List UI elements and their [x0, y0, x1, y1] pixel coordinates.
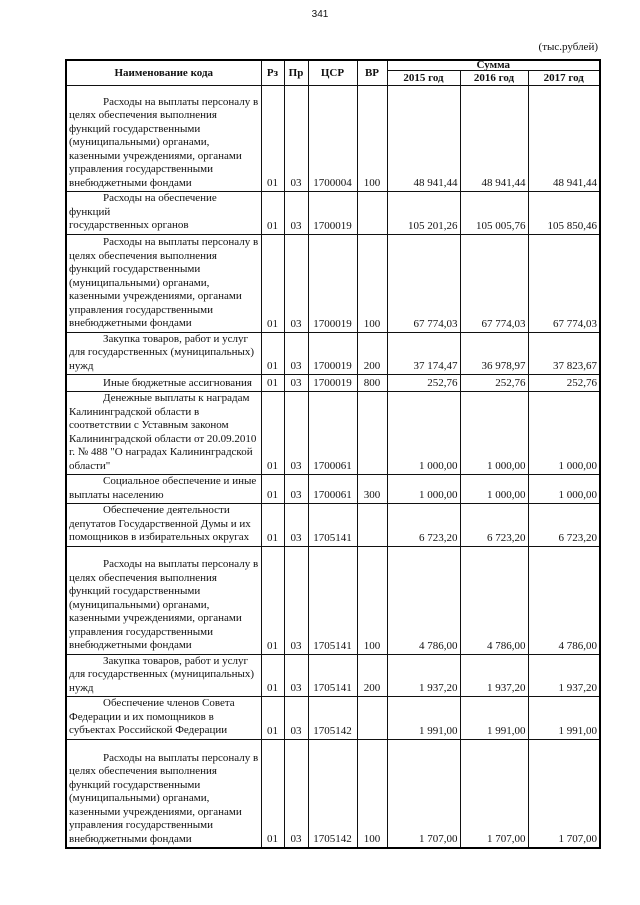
row-vr: 200	[357, 332, 387, 375]
row-sum-2016: 252,76	[460, 375, 528, 392]
row-sum-2015: 48 941,44	[387, 86, 460, 192]
row-pr: 03	[284, 86, 308, 192]
row-sum-2016: 67 774,03	[460, 234, 528, 332]
row-rz: 01	[261, 739, 284, 848]
row-sum-2016: 4 786,00	[460, 546, 528, 654]
row-name	[66, 504, 261, 547]
row-name	[66, 234, 261, 332]
row-sum-2016: 36 978,97	[460, 332, 528, 375]
row-name-rest: для государственных (муниципальных) нужд	[69, 346, 255, 372]
row-rz: 01	[261, 86, 284, 192]
row-sum-2015: 105 201,26	[387, 192, 460, 235]
header-2016: 2016 год	[460, 71, 528, 86]
table-row	[66, 504, 600, 547]
row-name	[66, 375, 261, 392]
row-rz: 01	[261, 504, 284, 547]
row-sum-2016: 1 000,00	[460, 392, 528, 475]
row-pr: 03	[284, 546, 308, 654]
row-name-first-line: Иные бюджетные ассигнования	[103, 376, 252, 389]
row-rz: 01	[261, 546, 284, 654]
row-name	[66, 86, 261, 192]
row-name-first-line: Расходы на обеспечение функций	[69, 192, 217, 218]
table-row	[66, 86, 600, 192]
table-row	[66, 697, 600, 740]
row-rz: 01	[261, 475, 284, 504]
row-sum-2015: 37 174,47	[387, 332, 460, 375]
row-sum-2017: 1 000,00	[528, 392, 600, 475]
row-sum-2017: 37 823,67	[528, 332, 600, 375]
header-name: Наименование кода	[66, 60, 261, 86]
row-name-rest: Калининградской области в соответствии с Уставным законом Калининградской области от 20.09.2010 г. № 488 "О наградах Калининградской области"	[69, 405, 257, 472]
row-sum-2016: 105 005,76	[460, 192, 528, 235]
row-name	[66, 546, 261, 654]
row-name-rest: целях обеспечения выполнения функций государственными (муниципальными) органами, казенными учреждениями, органами управления государственными внебюджетными фондами	[69, 109, 242, 189]
row-name-first-line: Социальное обеспечение и иные	[103, 475, 257, 487]
row-sum-2015: 1 991,00	[387, 697, 460, 740]
row-name	[66, 654, 261, 697]
row-sum-2015: 1 000,00	[387, 392, 460, 475]
row-pr: 03	[284, 332, 308, 375]
header-csr: ЦСР	[308, 60, 357, 86]
row-sum-2017: 1 000,00	[528, 475, 600, 504]
row-vr: 100	[357, 546, 387, 654]
row-name-first-line: Расходы на выплаты персоналу в	[103, 236, 259, 248]
row-name	[66, 332, 261, 375]
row-sum-2017: 1 991,00	[528, 697, 600, 740]
row-sum-2017: 4 786,00	[528, 546, 600, 654]
row-name	[66, 392, 261, 475]
header-pr: Пр	[284, 60, 308, 86]
page-number: 341	[311, 9, 329, 20]
row-name-rest: Федерации и их помощников в субъектах Российской Федерации	[69, 710, 228, 736]
table-body	[66, 86, 600, 849]
row-name-first-line: Обеспечение членов Совета	[103, 697, 235, 709]
row-sum-2015: 1 937,20	[387, 654, 460, 697]
header-sum-group: Сумма	[387, 60, 600, 71]
budget-table	[65, 59, 601, 849]
units-label: (тыс.рублей)	[538, 41, 598, 53]
row-vr: 800	[357, 375, 387, 392]
row-name-first-line: Денежные выплаты к наградам	[103, 392, 250, 404]
table-row	[66, 192, 600, 235]
row-rz: 01	[261, 654, 284, 697]
table-row	[66, 392, 600, 475]
row-pr: 03	[284, 234, 308, 332]
table-row	[66, 475, 600, 504]
row-vr	[357, 192, 387, 235]
row-sum-2015: 252,76	[387, 375, 460, 392]
row-name-first-line: Закупка товаров, работ и услуг	[103, 654, 248, 667]
row-rz: 01	[261, 192, 284, 235]
row-csr: 1700004	[308, 86, 357, 192]
row-sum-2015: 67 774,03	[387, 234, 460, 332]
row-csr: 1700019	[308, 192, 357, 235]
row-name-rest: выплаты населению	[69, 488, 164, 501]
row-csr: 1700019	[308, 332, 357, 375]
row-vr: 100	[357, 739, 387, 848]
row-vr: 200	[357, 654, 387, 697]
row-name-first-line: Закупка товаров, работ и услуг	[103, 332, 248, 345]
row-pr: 03	[284, 192, 308, 235]
row-sum-2016: 48 941,44	[460, 86, 528, 192]
row-sum-2015: 6 723,20	[387, 504, 460, 547]
header-rz: Рз	[261, 60, 284, 86]
row-sum-2017: 1 937,20	[528, 654, 600, 697]
table-row	[66, 375, 600, 392]
row-sum-2015: 1 000,00	[387, 475, 460, 504]
row-name-rest: государственных органов	[69, 219, 189, 231]
table-row	[66, 546, 600, 654]
row-name-rest: целях обеспечения выполнения функций государственными (муниципальными) органами, казенными учреждениями, органами управления государственными внебюджетными фондами	[69, 571, 242, 651]
row-sum-2017: 48 941,44	[528, 86, 600, 192]
row-csr: 1700061	[308, 392, 357, 475]
table-row	[66, 654, 600, 697]
row-sum-2016: 6 723,20	[460, 504, 528, 547]
row-csr: 1705141	[308, 504, 357, 547]
header-2015: 2015 год	[387, 71, 460, 86]
row-sum-2017: 1 707,00	[528, 739, 600, 848]
row-pr: 03	[284, 392, 308, 475]
row-csr: 1705141	[308, 546, 357, 654]
row-csr: 1700019	[308, 234, 357, 332]
row-name-rest: для государственных (муниципальных) нужд	[69, 668, 255, 694]
row-rz: 01	[261, 234, 284, 332]
row-sum-2016: 1 937,20	[460, 654, 528, 697]
row-name-rest: целях обеспечения выполнения функций государственными (муниципальными) органами, казенными учреждениями, органами управления государственными внебюджетными фондами	[69, 249, 242, 329]
row-sum-2015: 1 707,00	[387, 739, 460, 848]
row-csr: 1705141	[308, 654, 357, 697]
row-pr: 03	[284, 475, 308, 504]
row-rz: 01	[261, 332, 284, 375]
row-sum-2017: 252,76	[528, 375, 600, 392]
table-row	[66, 739, 600, 848]
row-sum-2017: 67 774,03	[528, 234, 600, 332]
header-vr: ВР	[357, 60, 387, 86]
row-pr: 03	[284, 697, 308, 740]
row-vr	[357, 504, 387, 547]
row-csr: 1705142	[308, 739, 357, 848]
row-sum-2015: 4 786,00	[387, 546, 460, 654]
row-csr: 1700019	[308, 375, 357, 392]
row-csr: 1705142	[308, 697, 357, 740]
table-row	[66, 332, 600, 375]
row-vr	[357, 697, 387, 740]
header-2017: 2017 год	[528, 71, 600, 86]
row-pr: 03	[284, 375, 308, 392]
row-sum-2017: 6 723,20	[528, 504, 600, 547]
row-name-first-line: Расходы на выплаты персоналу в	[103, 95, 259, 108]
row-name-rest: депутатов Государственной Думы и их помощников в избирательных округах	[69, 517, 251, 543]
row-rz: 01	[261, 392, 284, 475]
row-vr: 100	[357, 86, 387, 192]
row-name-first-line: Обеспечение деятельности	[103, 504, 230, 516]
row-name	[66, 192, 261, 235]
row-name-rest: целях обеспечения выполнения функций государственными (муниципальными) органами, казенными учреждениями, органами управления государственными внебюджетными фондами	[69, 765, 242, 845]
row-name	[66, 739, 261, 848]
table-header	[66, 60, 600, 86]
row-rz: 01	[261, 375, 284, 392]
row-sum-2016: 1 991,00	[460, 697, 528, 740]
row-rz: 01	[261, 697, 284, 740]
row-pr: 03	[284, 504, 308, 547]
row-name	[66, 475, 261, 504]
row-pr: 03	[284, 739, 308, 848]
row-vr	[357, 392, 387, 475]
row-sum-2016: 1 707,00	[460, 739, 528, 848]
row-pr: 03	[284, 654, 308, 697]
row-name	[66, 697, 261, 740]
row-name-first-line: Расходы на выплаты персоналу в	[103, 558, 259, 570]
row-vr: 300	[357, 475, 387, 504]
row-name-first-line: Расходы на выплаты персоналу в	[103, 751, 259, 764]
row-sum-2016: 1 000,00	[460, 475, 528, 504]
row-vr: 100	[357, 234, 387, 332]
row-csr: 1700061	[308, 475, 357, 504]
row-sum-2017: 105 850,46	[528, 192, 600, 235]
table-row	[66, 234, 600, 332]
